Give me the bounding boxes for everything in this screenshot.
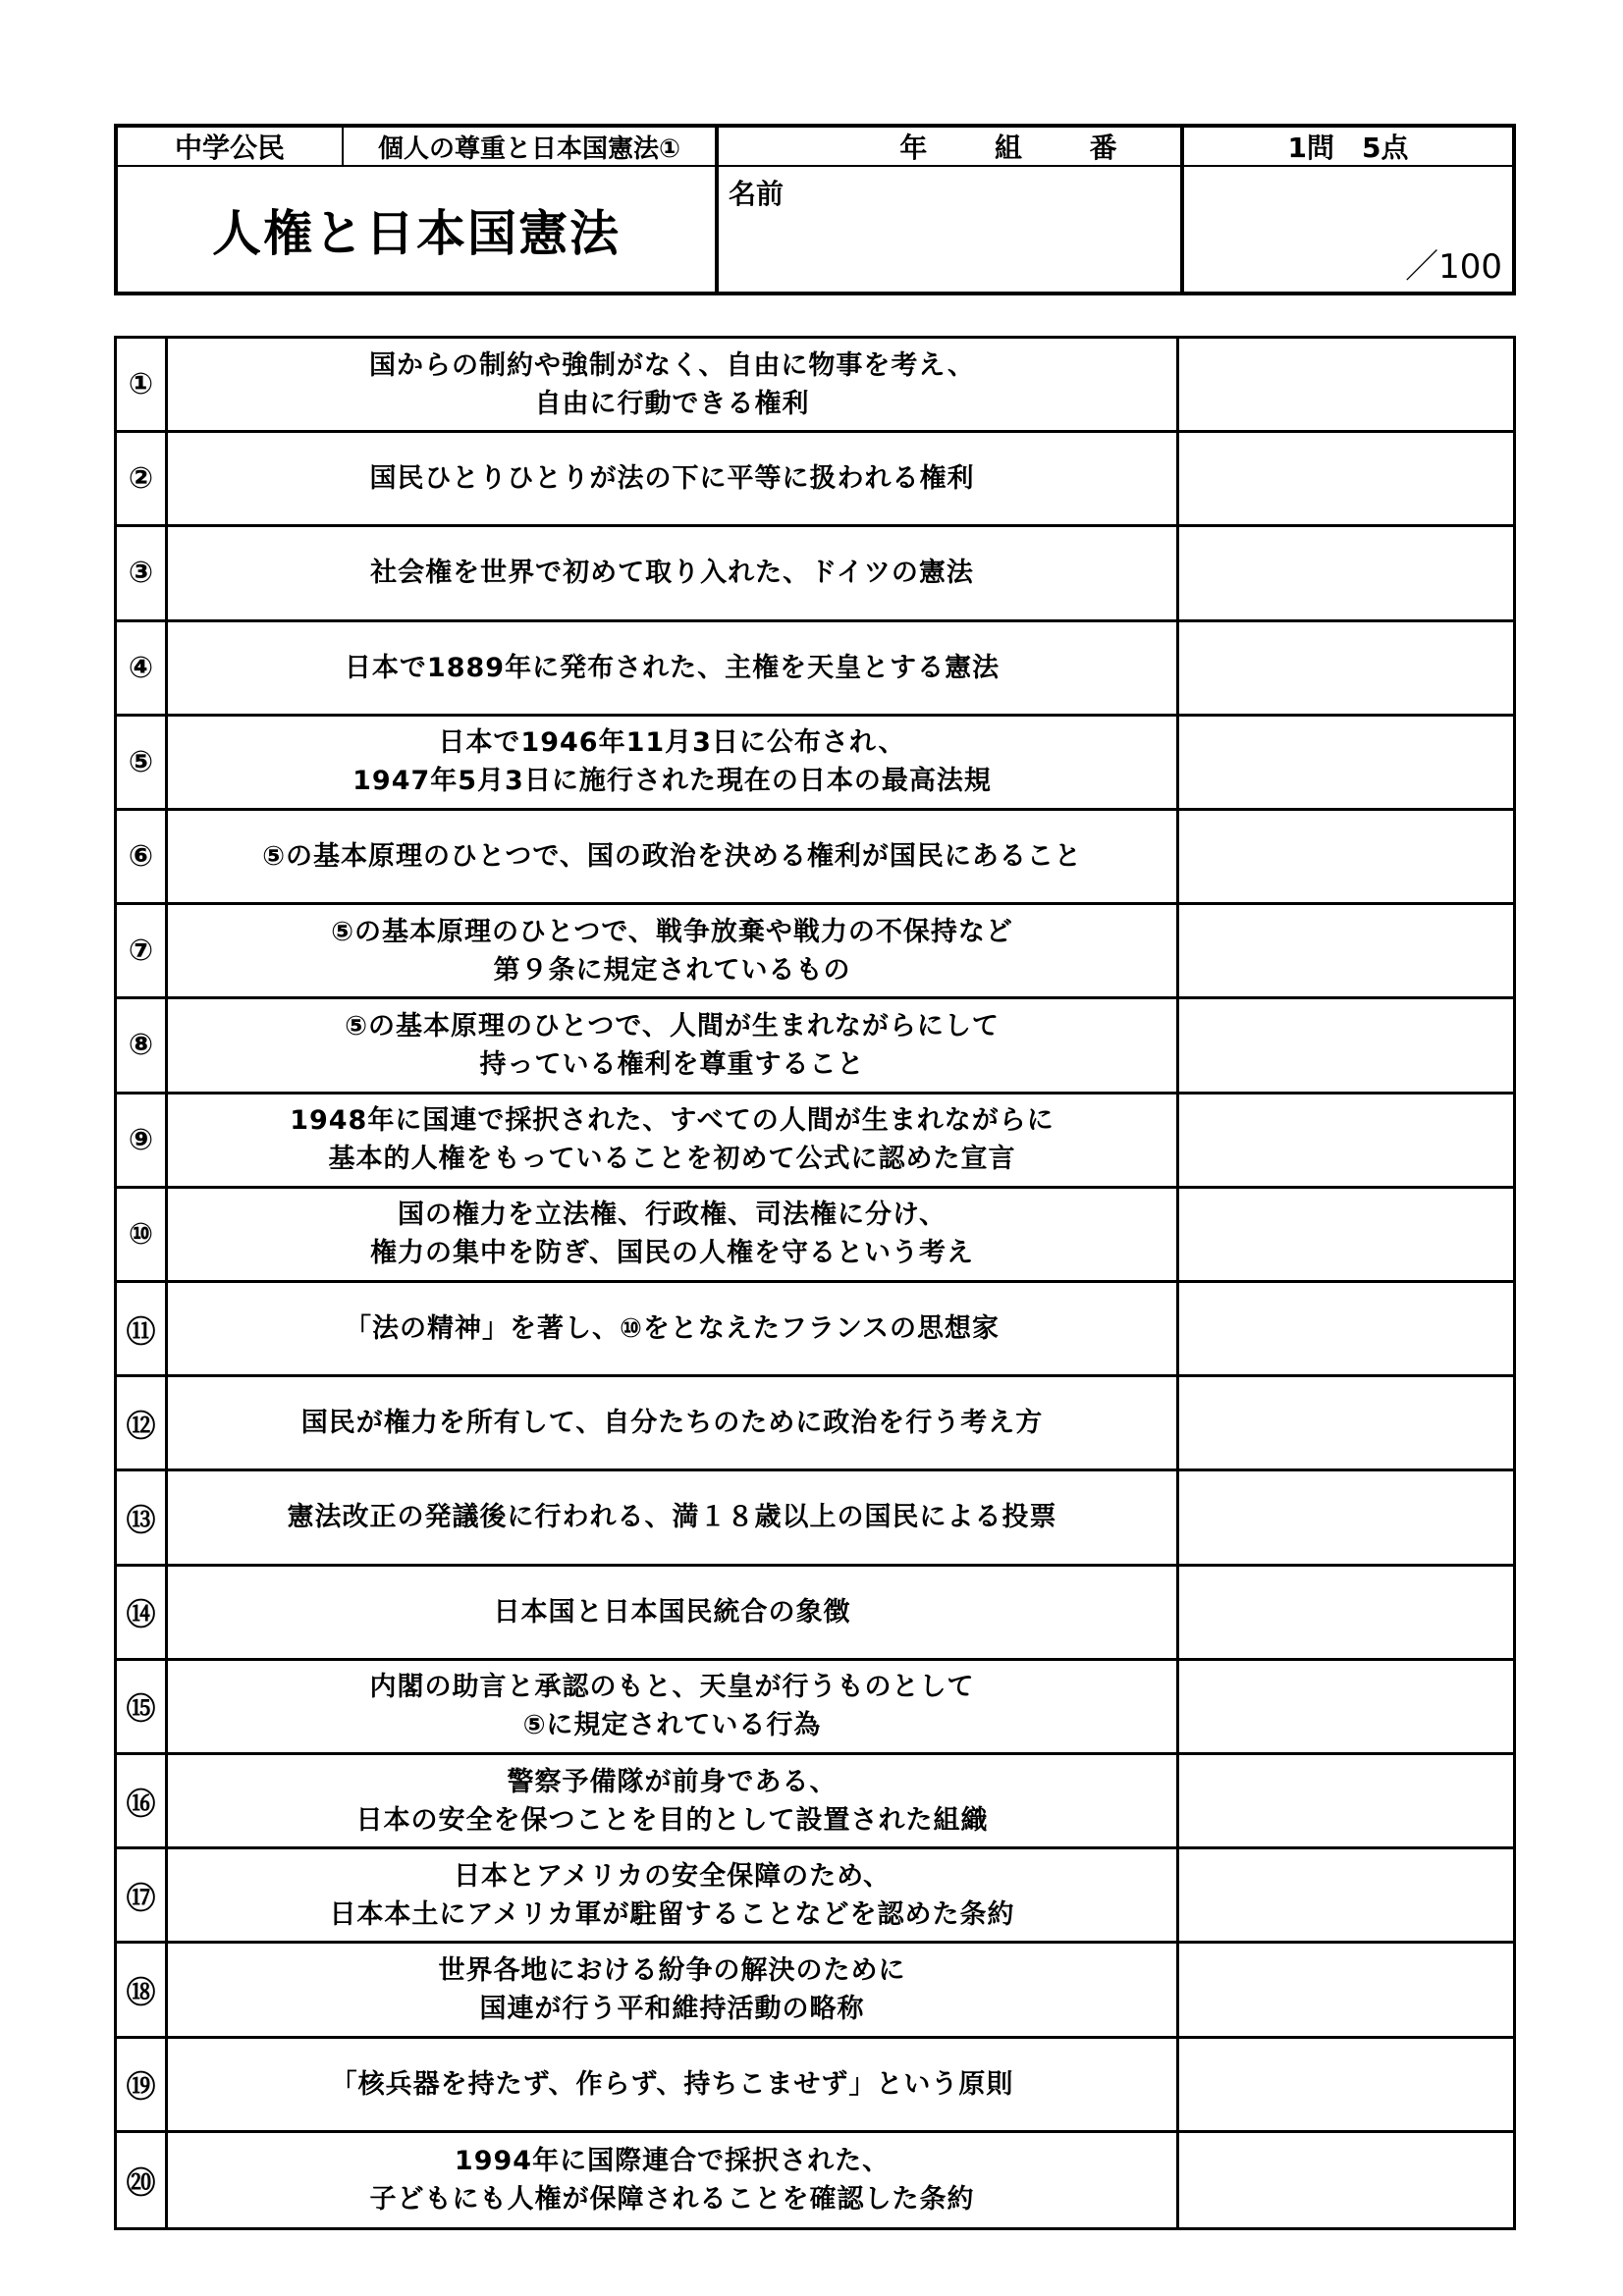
question-number: ⑯	[117, 1755, 168, 1846]
answer-cell[interactable]	[1179, 999, 1513, 1091]
answer-cell[interactable]	[1179, 1283, 1513, 1374]
question-row	[117, 1189, 1513, 1283]
question-number: ③	[117, 527, 168, 618]
points-info: 1問 5点	[1184, 128, 1512, 167]
answer-cell[interactable]	[1179, 1377, 1513, 1468]
question-number: ⑭	[117, 1567, 168, 1658]
question-row	[117, 622, 1513, 717]
question-row	[117, 811, 1513, 905]
question-number: ⑲	[117, 2039, 168, 2130]
question-number: ⑳	[117, 2133, 168, 2227]
question-text: ⑤の基本原理のひとつで、戦争放棄や戦力の不保持など 第９条に規定されているもの	[168, 905, 1179, 996]
question-text: 日本で1889年に発布された、主権を天皇とする憲法	[168, 622, 1179, 714]
answer-cell[interactable]	[1179, 905, 1513, 996]
question-number: ⑪	[117, 1283, 168, 1374]
answer-cell[interactable]	[1179, 717, 1513, 808]
question-number: ⑫	[117, 1377, 168, 1468]
question-number: ⑤	[117, 717, 168, 808]
subject-label: 中学公民	[118, 128, 344, 167]
class-field[interactable]	[719, 128, 1184, 167]
question-row	[117, 1567, 1513, 1661]
question-number: ⑦	[117, 905, 168, 996]
question-row	[117, 1471, 1513, 1566]
question-text: 国の権力を立法権、行政権、司法権に分け、 権力の集中を防ぎ、国民の人権を守るという考え	[168, 1189, 1179, 1280]
question-row	[117, 1755, 1513, 1849]
question-text: 1994年に国際連合で採択された、 子どもにも人権が保障されることを確認した条約	[168, 2133, 1179, 2227]
question-text: ⑤の基本原理のひとつで、人間が生まれながらにして 持っている権利を尊重すること	[168, 999, 1179, 1091]
question-number: ②	[117, 433, 168, 524]
question-text: ⑤の基本原理のひとつで、国の政治を決める権利が国民にあること	[168, 811, 1179, 902]
question-row	[117, 999, 1513, 1094]
question-number: ⑮	[117, 1661, 168, 1752]
question-text: 社会権を世界で初めて取り入れた、ドイツの憲法	[168, 527, 1179, 618]
question-text: 1948年に国連で採択された、すべての人間が生まれながらに 基本的人権をもっていることを初めて公式に認めた宣言	[168, 1095, 1179, 1186]
page-title: 人権と日本国憲法	[118, 167, 719, 292]
question-number: ⑱	[117, 1944, 168, 2035]
question-text: 世界各地における紛争の解決のために 国連が行う平和維持活動の略称	[168, 1944, 1179, 2035]
question-number: ④	[117, 622, 168, 714]
score-total: ／100	[1405, 247, 1502, 287]
question-text: 日本国と日本国民統合の象徴	[168, 1567, 1179, 1658]
answer-cell[interactable]	[1179, 1661, 1513, 1752]
question-row	[117, 433, 1513, 527]
question-text: 「核兵器を持たず、作らず、持ちこませず」という原則	[168, 2039, 1179, 2130]
question-row	[117, 1095, 1513, 1189]
question-text: 憲法改正の発議後に行われる、満１８歳以上の国民による投票	[168, 1471, 1179, 1563]
question-number: ⑧	[117, 999, 168, 1091]
answer-cell[interactable]	[1179, 1849, 1513, 1941]
question-number: ⑰	[117, 1849, 168, 1941]
answer-cell[interactable]	[1179, 527, 1513, 618]
answer-cell[interactable]	[1179, 339, 1513, 430]
question-text: 日本で1946年11月3日に公布され、 1947年5月3日に施行された現在の日本の最高法規	[168, 717, 1179, 808]
question-text: 警察予備隊が前身である、 日本の安全を保つことを目的として設置された組織	[168, 1755, 1179, 1846]
question-row	[117, 717, 1513, 811]
question-row	[117, 905, 1513, 999]
answer-cell[interactable]	[1179, 2039, 1513, 2130]
question-text: 国民が権力を所有して、自分たちのために政治を行う考え方	[168, 1377, 1179, 1468]
question-number: ⑩	[117, 1189, 168, 1280]
answer-cell[interactable]	[1179, 433, 1513, 524]
question-row	[117, 1849, 1513, 1944]
worksheet-header	[114, 124, 1516, 295]
answer-cell[interactable]	[1179, 1755, 1513, 1846]
question-row	[117, 1944, 1513, 2038]
question-number: ⑬	[117, 1471, 168, 1563]
name-field[interactable]	[719, 167, 1184, 292]
question-row	[117, 2039, 1513, 2133]
question-text: 国民ひとりひとりが法の下に平等に扱われる権利	[168, 433, 1179, 524]
question-number: ①	[117, 339, 168, 430]
question-row	[117, 1377, 1513, 1471]
answer-cell[interactable]	[1179, 811, 1513, 902]
question-table	[114, 336, 1516, 2230]
question-text: 「法の精神」を著し、⑩をとなえたフランスの思想家	[168, 1283, 1179, 1374]
unit-label: 個人の尊重と日本国憲法①	[344, 128, 719, 167]
answer-cell[interactable]	[1179, 1471, 1513, 1563]
score-field[interactable]	[1184, 167, 1512, 292]
answer-cell[interactable]	[1179, 1189, 1513, 1280]
question-row	[117, 1661, 1513, 1755]
class-label: 組	[994, 132, 1022, 164]
answer-cell[interactable]	[1179, 1944, 1513, 2035]
answer-cell[interactable]	[1179, 2133, 1513, 2227]
name-label: 名前	[729, 178, 784, 210]
question-number: ⑥	[117, 811, 168, 902]
number-label: 番	[1089, 132, 1117, 164]
answer-cell[interactable]	[1179, 1095, 1513, 1186]
year-label: 年	[899, 132, 928, 164]
question-row	[117, 1283, 1513, 1377]
question-row	[117, 2133, 1513, 2227]
question-text: 国からの制約や強制がなく、自由に物事を考え、 自由に行動できる権利	[168, 339, 1179, 430]
question-text: 日本とアメリカの安全保障のため、 日本本土にアメリカ軍が駐留することなどを認めた条約	[168, 1849, 1179, 1941]
question-row	[117, 527, 1513, 621]
question-text: 内閣の助言と承認のもと、天皇が行うものとして ⑤に規定されている行為	[168, 1661, 1179, 1752]
answer-cell[interactable]	[1179, 622, 1513, 714]
answer-cell[interactable]	[1179, 1567, 1513, 1658]
question-row	[117, 339, 1513, 433]
question-number: ⑨	[117, 1095, 168, 1186]
